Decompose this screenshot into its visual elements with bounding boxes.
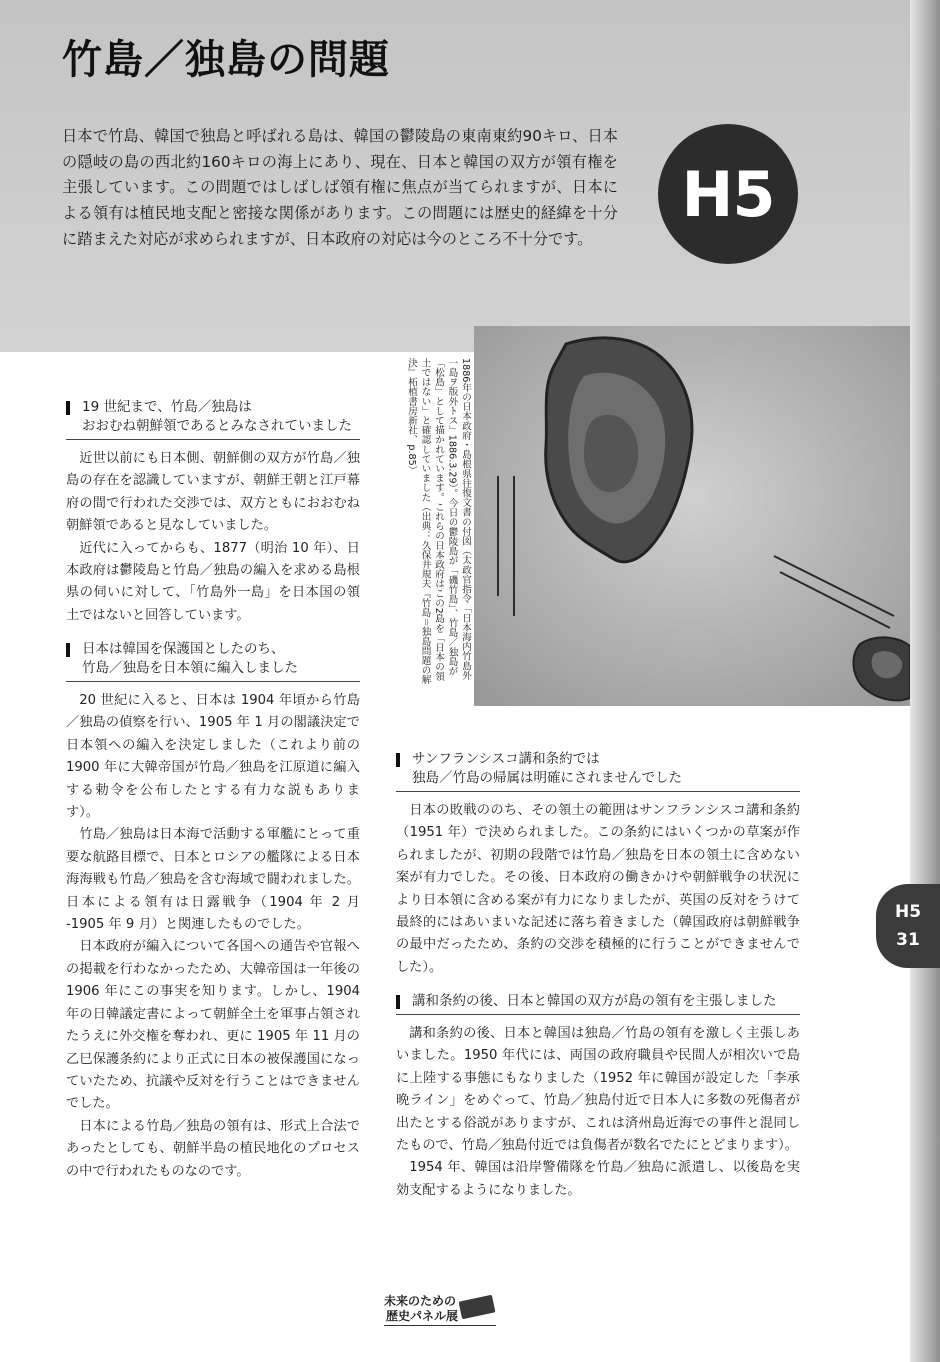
paragraph: 日本による竹島／独島の領有は、形式上合法であったとしても、朝鮮半島の植民地化のプロセスの中で行われたものなのです。 [66, 1118, 360, 1179]
paragraph: 近代に入ってからも、1877（明治 10 年）、日本政府は鬱陵島と竹島／独島の編入を求める島根県の伺いに対して、「竹島外一島」を日本国の領土ではないと回答しています。 [66, 540, 360, 623]
heading-marker [396, 995, 400, 1009]
heading-marker [396, 753, 400, 767]
section-annexation [66, 640, 360, 1183]
section-after-treaty [396, 992, 800, 1202]
intro-text: 日本で竹島、韓国で独島と呼ばれる島は、韓国の鬱陵島の東南東約90キロ、日本の隠岐の島の西北約160キロの海上にあり、現在、日本と韓国の双方が領有権を主張しています。この問題ではしばしば領有権に焦点が当てられますが、日本による領有は植民地支配と密接な関係があります。この問題には歴史的経緯を十分に踏まえた対応が求められますが、日本政府の対応は今のところ不十分です。 [62, 127, 618, 248]
map-illustration [474, 326, 910, 706]
paragraph: 近世以前にも日本側、朝鮮側の双方が竹島／独島の存在を認識していますが、朝鮮王朝と江戸幕府の間で行われた交渉では、双方ともにおおむね朝鮮領であると見なしていました。 [66, 451, 360, 534]
section-until-19th-century [66, 398, 360, 627]
paragraph: 1954 年、韓国は沿岸警備隊を竹島／独島に派遣し、以後島を実効支配するようになりました。 [396, 1160, 800, 1198]
side-tab-code: H5 [894, 902, 922, 922]
heading-marker [66, 401, 70, 415]
historical-map-image [474, 326, 910, 706]
section-heading: サンフランシスコ講和条約では 独島／竹島の帰属は明確にされませんでした [396, 750, 800, 792]
map-caption: 1886年の日本政府・島根県往復文書の付図（太政官指令「日本海内竹島外一島ヲ版外トス」1886.3.29）。今日の鬱陵島が「磯竹島」、竹島／独島が「松島」として描かれています。これらの日本政府はこの2島を「日本の領土ではない」と確認していました（出典：久保井規夫『竹島＝独島問題の解決』柘植書房新社、p.85） [406, 358, 471, 685]
heading-marker [66, 643, 70, 657]
logo-line-1: 未来のための [384, 1294, 457, 1308]
section-heading: 日本は韓国を保護国としたのち、 竹島／独島を日本領に編入しました [66, 640, 360, 682]
section-heading: 19 世紀まで、竹島／独島は おおむね朝鮮領であるとみなされていました [66, 398, 360, 440]
section-heading: 講和条約の後、日本と韓国の双方が島の領有を主張しました [396, 992, 800, 1015]
logo-underline [384, 1325, 496, 1326]
page-title: 竹島／独島の問題 [62, 37, 390, 83]
paragraph: 日本政府が編入について各国への通告や官報への掲載を行わなかったため、大韓帝国は一年後の 1906 年にこの事実を知ります。しかし、1904 年の日韓議定書によって朝鮮全土を軍事占領されたうえに外交権を奪われ、更に 1905 年 11 月の乙巳保護条約により正式に日本の被保護国になっていたため、抗議や反対を行うことはできませんでした。 [66, 939, 360, 1112]
section-body [396, 800, 800, 979]
paragraph: 竹島／独島は日本海で活動する軍艦にとって重要な航路目標で、日本とロシアの艦隊による日本海海戦も竹島／独島を含む海域で闘われました。日本による領有は日露戦争（1904 年 2 月 -1905 年 9 月）と関連したものでした。 [66, 827, 360, 933]
exhibition-logo [384, 1294, 496, 1328]
paragraph: 講和条約の後、日本と韓国は独島／竹島の領有を激しく主張しあいました。1950 年代には、両国の政府職員や民間人が相次いで島に上陸する事態にもなりました（1952 年に韓国が設定した「李承晩ライン」をめぐって、竹島／独島付近で日本人に多数の死傷者が出たとする俗説がありますが、これは済州島近海での事件と混同したもので、竹島／独島付近では負傷者が数名でたにとどまります）。 [396, 1026, 800, 1154]
section-san-francisco-treaty [396, 750, 800, 979]
section-body [396, 1023, 800, 1202]
side-page-tab [876, 884, 940, 968]
panel-code-badge: H5 [658, 124, 798, 264]
page-edge-strip [910, 0, 940, 1362]
paragraph: 20 世紀に入ると、日本は 1904 年頃から竹島／独島の偵察を行い、1905 年 1 月の閣議決定で日本領への編入を決定しました（これより前の 1900 年に大韓帝国が竹島／独島を江原道に編入する勅令を公布したとする有力な説もあります）。 [66, 693, 360, 821]
paragraph: 日本の敗戦ののち、その領土の範囲はサンフランシスコ講和条約（1951 年）で決められました。この条約にはいくつかの草案が作られましたが、初期の段階では竹島／独島を日本の領土に含めない案が有力でした。その後、日本政府の働きかけや朝鮮戦争の状況により日本領に含める案が有力になりましたが、英国の反対をうけて最終的にはあいまいな記述に落ち着きました（韓国政府は朝鮮戦争の最中だったため、条約の交渉を積極的に行うことができませんでした）。 [396, 803, 800, 975]
section-body [66, 448, 360, 627]
side-tab-page-number: 31 [896, 930, 920, 950]
logo-line-2: 歴史パネル展 [386, 1309, 459, 1323]
section-body [66, 690, 360, 1183]
